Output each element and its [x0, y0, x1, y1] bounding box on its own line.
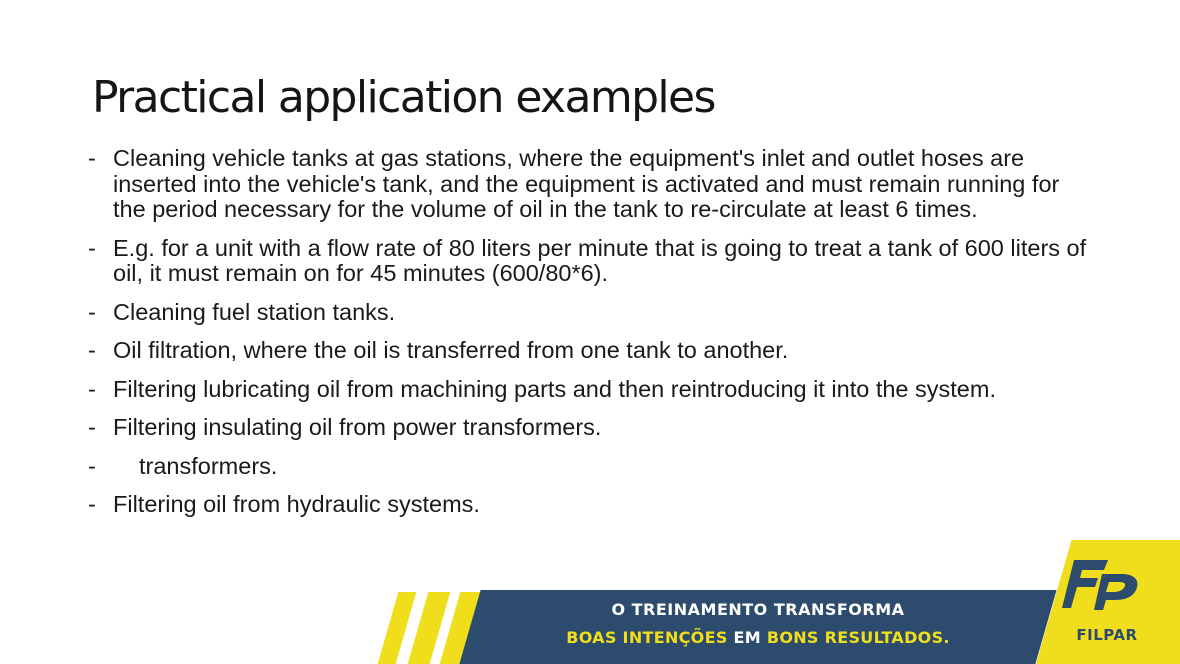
list-item [86, 492, 1096, 518]
bullet-text: Cleaning fuel station tanks. [113, 298, 396, 325]
bullet-text: Cleaning vehicle tanks at gas stations, where the equipment's inlet and outlet hoses are inserted into the vehicle's tank, and the equipment is activated and must remain running for the period necessary for the volume of oil in the tank to re-circulate at least 6 times. [113, 145, 1060, 222]
bullet-text: transformers. [139, 452, 278, 479]
bullet-marker: - [88, 298, 96, 325]
bullet-text: E.g. for a unit with a flow rate of 80 liters per minute that is going to treat a tank of 600 liters of oil, it must remain on for 45 minutes (600/80*6). [113, 234, 1087, 286]
list-item [86, 236, 1096, 287]
bullet-marker: - [88, 234, 96, 261]
bullet-marker: - [88, 452, 96, 479]
slogan-line-2 [478, 626, 1038, 650]
list-item [86, 377, 1096, 403]
list-item [86, 415, 1096, 441]
bullet-marker: - [88, 491, 96, 517]
bullet-marker: - [88, 375, 96, 402]
bullet-text: Filtering insulating oil from power transformers. [113, 414, 602, 440]
list-item [86, 454, 1096, 480]
slogan-part: EM [733, 628, 761, 647]
list-item [86, 300, 1096, 326]
bullet-marker: - [88, 414, 96, 440]
slogan-line-1: O TREINAMENTO TRANSFORMA [611, 600, 905, 619]
slide-title: Practical application examples [92, 72, 715, 123]
bullet-text: Filtering oil from hydraulic systems. [113, 491, 480, 517]
list-item [86, 146, 1096, 223]
slogan-part: BOAS INTENÇÕES [566, 628, 728, 647]
bullet-marker: - [88, 337, 96, 363]
list-item [86, 338, 1096, 364]
bullet-text: Oil filtration, where the oil is transferred from one tank to another. [113, 337, 789, 363]
slogan-part: BONS RESULTADOS. [766, 628, 950, 647]
slogan [478, 598, 1038, 650]
bullet-marker: - [88, 145, 96, 171]
bullet-text: Filtering lubricating oil from machining parts and then reintroducing it into the system. [113, 375, 996, 402]
logo-text: FILPAR [1076, 626, 1138, 644]
bullet-list [86, 146, 1096, 531]
filpar-logo-icon [1062, 556, 1142, 620]
